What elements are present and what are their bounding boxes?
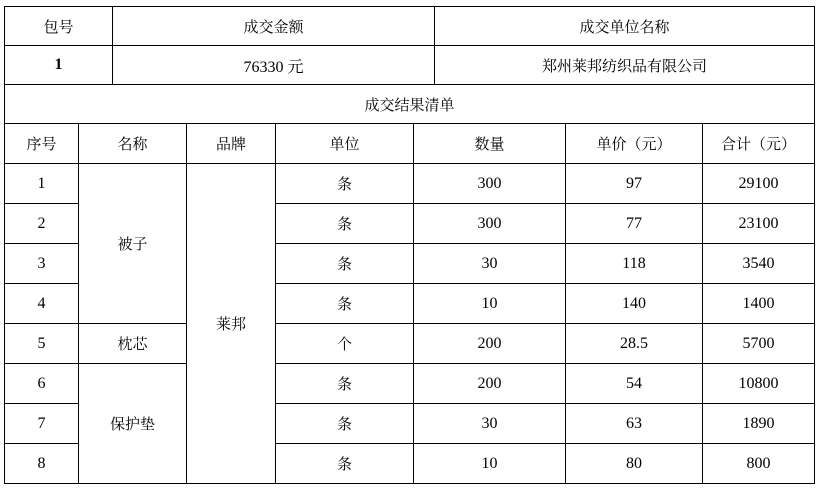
row-price: 63 <box>566 404 703 444</box>
row-price: 97 <box>566 164 703 204</box>
row-qty: 30 <box>414 244 566 284</box>
column-header-row <box>5 124 815 164</box>
supplier-header: 成交单位名称 <box>435 7 815 46</box>
row-unit: 条 <box>276 284 414 324</box>
row-price: 140 <box>566 284 703 324</box>
col-header-brand: 品牌 <box>187 124 276 164</box>
amount-value: 76330 元 <box>113 46 435 85</box>
row-qty: 30 <box>414 404 566 444</box>
table-row <box>5 364 815 404</box>
row-no: 5 <box>5 324 79 364</box>
item-name-pillow: 枕芯 <box>79 324 187 364</box>
list-title-row <box>5 85 815 124</box>
package-no-value: 1 <box>5 46 113 85</box>
table-row <box>5 324 815 364</box>
package-no-header: 包号 <box>5 7 113 46</box>
col-header-total: 合计（元） <box>703 124 815 164</box>
row-qty: 200 <box>414 364 566 404</box>
item-name-pad: 保护垫 <box>79 364 187 484</box>
row-total: 800 <box>703 444 815 484</box>
row-total: 5700 <box>703 324 815 364</box>
row-qty: 10 <box>414 444 566 484</box>
row-unit: 条 <box>276 164 414 204</box>
row-no: 1 <box>5 164 79 204</box>
row-no: 2 <box>5 204 79 244</box>
row-no: 3 <box>5 244 79 284</box>
row-total: 23100 <box>703 204 815 244</box>
col-header-name: 名称 <box>79 124 187 164</box>
row-price: 54 <box>566 364 703 404</box>
row-no: 7 <box>5 404 79 444</box>
row-unit: 条 <box>276 364 414 404</box>
row-qty: 200 <box>414 324 566 364</box>
brand-cell: 莱邦 <box>187 164 276 484</box>
row-no: 4 <box>5 284 79 324</box>
row-total: 10800 <box>703 364 815 404</box>
row-unit: 条 <box>276 204 414 244</box>
row-total: 3540 <box>703 244 815 284</box>
row-total: 29100 <box>703 164 815 204</box>
table-row <box>5 164 815 204</box>
col-header-qty: 数量 <box>414 124 566 164</box>
summary-value-row <box>5 46 815 85</box>
amount-header: 成交金额 <box>113 7 435 46</box>
row-price: 80 <box>566 444 703 484</box>
result-table-wrapper <box>4 6 815 484</box>
supplier-value: 郑州莱邦纺织品有限公司 <box>435 46 815 85</box>
list-title: 成交结果清单 <box>5 85 815 124</box>
col-header-unit: 单位 <box>276 124 414 164</box>
col-header-no: 序号 <box>5 124 79 164</box>
result-list-table <box>4 84 815 484</box>
row-price: 118 <box>566 244 703 284</box>
row-qty: 300 <box>414 204 566 244</box>
row-qty: 10 <box>414 284 566 324</box>
row-unit: 条 <box>276 444 414 484</box>
row-qty: 300 <box>414 164 566 204</box>
col-header-price: 单价（元） <box>566 124 703 164</box>
row-price: 28.5 <box>566 324 703 364</box>
row-price: 77 <box>566 204 703 244</box>
row-no: 6 <box>5 364 79 404</box>
row-no: 8 <box>5 444 79 484</box>
summary-table <box>4 6 815 85</box>
item-name-quilt: 被子 <box>79 164 187 324</box>
summary-header-row <box>5 7 815 46</box>
row-unit: 条 <box>276 244 414 284</box>
row-total: 1890 <box>703 404 815 444</box>
row-total: 1400 <box>703 284 815 324</box>
row-unit: 个 <box>276 324 414 364</box>
row-unit: 条 <box>276 404 414 444</box>
